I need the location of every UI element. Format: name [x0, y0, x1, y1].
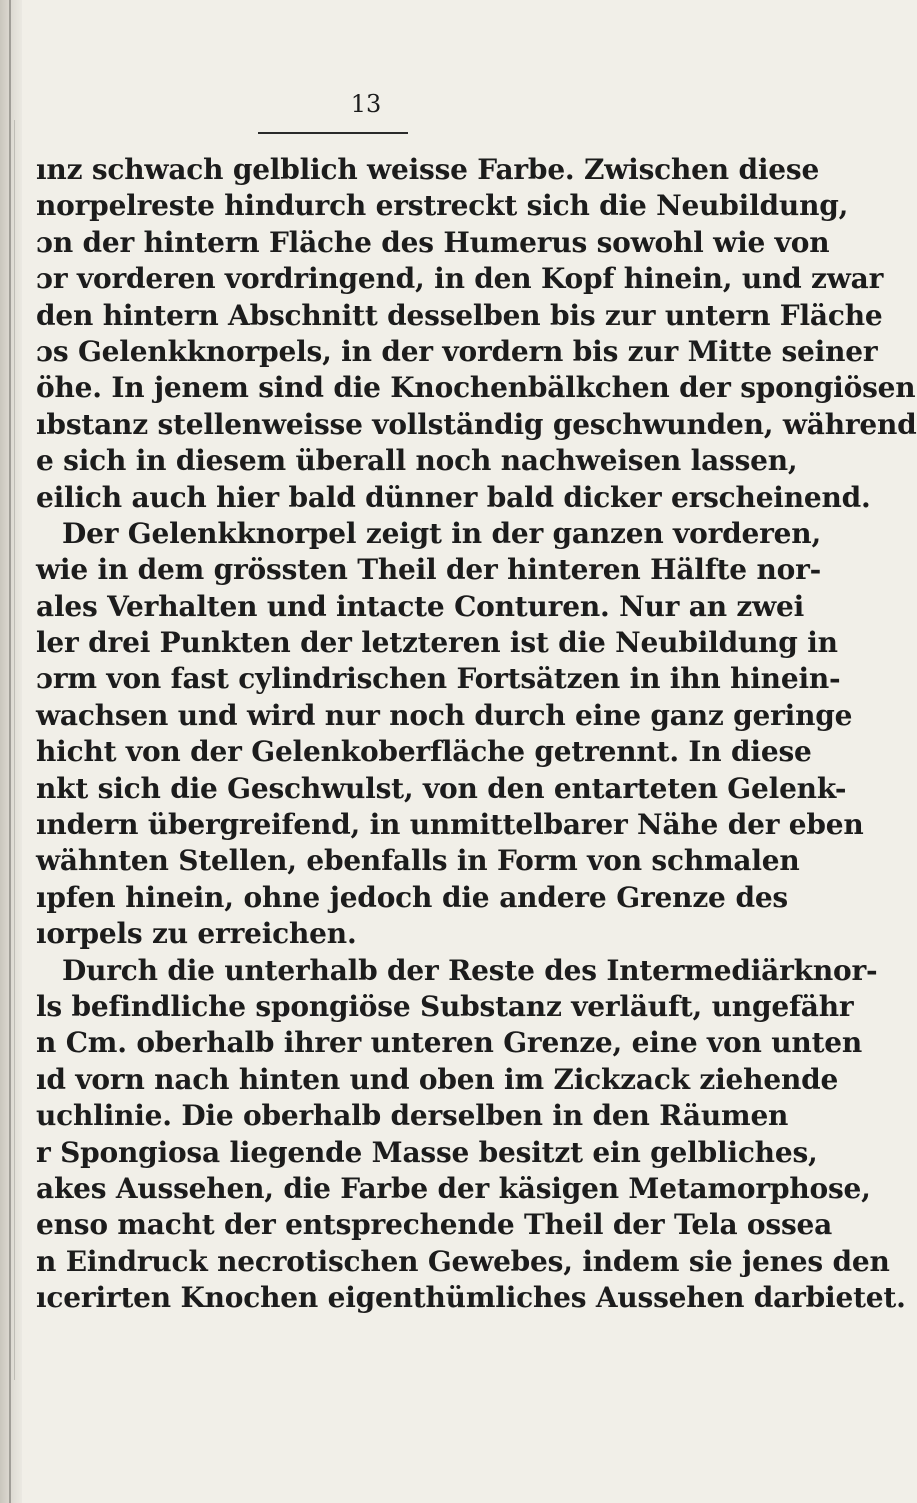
text-line: ls befindliche spongiöse Substanz verläuft, ungefähr	[36, 989, 854, 1023]
text-line: wähnten Stellen, ebenfalls in Form von schmalen	[36, 844, 800, 878]
text-line: uchlinie. Die oberhalb derselben in den Räumen	[36, 1099, 789, 1133]
text-line: n Cm. oberhalb ihrer unteren Grenze, eine von unten	[36, 1026, 863, 1060]
text-line: ıpfen hinein, ohne jedoch die andere Grenze des	[36, 880, 788, 914]
scan-fold-line	[9, 0, 11, 1503]
text-line: akes Aussehen, die Farbe der käsigen Metamorphose,	[36, 1171, 871, 1205]
text-line: ıorpels zu erreichen.	[36, 917, 357, 951]
text-line: ıbstanz stellenweisse vollständig geschwunden, während	[36, 407, 917, 441]
text-line: ınz schwach gelblich weisse Farbe. Zwischen diese	[36, 153, 820, 186]
text-line: ɔr vorderen vordringend, in den Kopf hinein, und zwar	[36, 262, 884, 296]
text-line: ındern übergreifend, in unmittelbarer Nähe der eben	[36, 808, 864, 842]
text-line: ales Verhalten und intacte Conturen. Nur an zwei	[36, 589, 805, 623]
text-line: ɔn der hintern Fläche des Humerus sowohl wie von	[36, 225, 830, 259]
text-line: nkt sich die Geschwulst, von den entarteten Gelenk-	[36, 771, 847, 805]
text-line: norpelreste hindurch erstreckt sich die Neubildung,	[36, 189, 849, 223]
text-line: e sich in diesem überall noch nachweisen lassen,	[36, 444, 798, 478]
scan-binding-edge	[0, 0, 22, 1503]
text-line: ɔrm von fast cylindrischen Fortsätzen in ihn hinein-	[36, 662, 841, 696]
text-line: hicht von der Gelenkoberfläche getrennt. In diese	[36, 735, 812, 769]
header-rule	[258, 132, 408, 134]
scan-fold-line-secondary	[14, 120, 15, 1380]
text-line: ɔs Gelenkknorpels, in der vordern bis zur Mitte seiner	[36, 334, 878, 368]
text-line: ıd vorn nach hinten und oben im Zickzack ziehende	[36, 1062, 839, 1096]
text-line: r Spongiosa liegende Masse besitzt ein gelbliches,	[36, 1135, 818, 1169]
body-text	[36, 152, 917, 1317]
text-line: enso macht der entsprechende Theil der Tela ossea	[36, 1208, 833, 1242]
text-line: öhe. In jenem sind die Knochenbälkchen der spongiösen	[36, 371, 916, 405]
text-line: ler drei Punkten der letzteren ist die Neubildung in	[36, 626, 838, 660]
text-line: den hintern Abschnitt desselben bis zur untern Fläche	[36, 298, 883, 332]
text-line: wie in dem grössten Theil der hinteren Hälfte nor-	[36, 553, 822, 587]
page-number: 13	[350, 90, 382, 118]
text-line: n Eindruck necrotischen Gewebes, indem sie jenes den	[36, 1244, 890, 1278]
text-line: wachsen und wird nur noch durch eine ganz geringe	[36, 698, 853, 732]
text-line: Der Gelenkknorpel zeigt in der ganzen vorderen,	[62, 516, 822, 550]
text-line: Durch die unterhalb der Reste des Intermediärknor-	[62, 953, 878, 987]
text-line: eilich auch hier bald dünner bald dicker erscheinend.	[36, 480, 871, 514]
text-line: ıcerirten Knochen eigenthümliches Aussehen darbietet.	[36, 1281, 906, 1315]
